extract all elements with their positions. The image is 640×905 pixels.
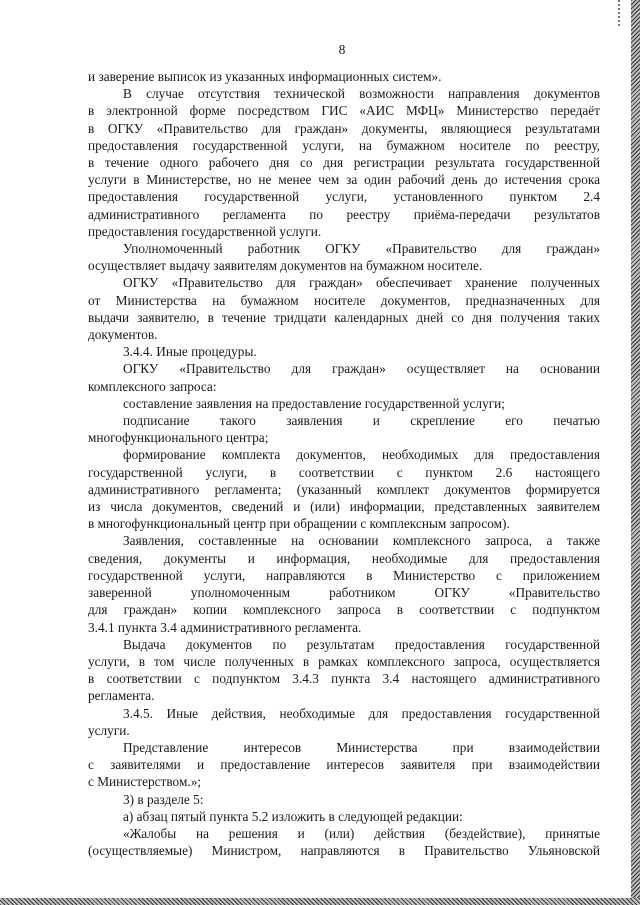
text-line: 3.4.4. Иные процедуры.	[123, 344, 257, 360]
text-line: В случае отсутствия технической возможности направления документов	[123, 86, 600, 102]
text-line: для граждан» копии комплексного запроса в соответствии с подпунктом	[88, 602, 600, 618]
text-line: 3.4.5. Иные действия, необходимые для предоставления государственной	[123, 705, 600, 721]
text-line: услуги, в том числе полученных в рамках комплексного запроса, осуществляется	[88, 653, 600, 669]
text-line: от Министерства на бумажном носителе документов, предназначенных для	[88, 292, 600, 308]
text-line: предоставления государственной услуги, установленного пунктом 2.4	[88, 189, 600, 205]
text-line: (осуществляемые) Министром, направляются в Правительство Ульяновской	[88, 843, 600, 859]
text-line: административного регламента; (указанный комплект документов формируется	[88, 481, 600, 497]
text-line: Уполномоченный работник ОГКУ «Правительство для граждан»	[123, 241, 600, 257]
text-line: Представление интересов Министерства при взаимодействии	[123, 739, 600, 755]
text-line: в соответствии с подпунктом 3.4.3 пункта 3.4 настоящего административного	[88, 671, 600, 687]
text-line: Заявления, составленные на основании комплексного запроса, а также	[123, 533, 600, 549]
text-line: 3) в разделе 5:	[123, 791, 204, 807]
scan-edge-bottom	[0, 898, 640, 905]
text-line: формирование комплекта документов, необходимых для предоставления	[123, 447, 600, 463]
page-number: 8	[338, 42, 346, 57]
text-line: в электронной форме посредством ГИС «АИС МФЦ» Министерство передаёт	[88, 103, 600, 119]
text-line: заверенной уполномоченным работником ОГКУ «Правительство	[88, 585, 600, 601]
text-line: услуги.	[88, 722, 130, 738]
text-line: комплексного запроса:	[88, 378, 217, 394]
text-line: многофункционального центра;	[88, 430, 269, 446]
scan-corner-mark	[618, 0, 620, 28]
text-line: из числа документов, сведений и (или) информации, представленных заявителем	[88, 499, 600, 515]
text-line: а) абзац пятый пункта 5.2 изложить в следующей редакции:	[123, 808, 463, 824]
scan-edge-right	[631, 0, 640, 905]
text-line: государственной услуги, направляются в Министерство с приложением	[88, 567, 600, 583]
text-line: подписание такого заявления и скрепление его печатью	[123, 413, 600, 429]
text-line: услуги в Министерстве, но не менее чем за один рабочий день до истечения срока	[88, 172, 600, 188]
text-line: ОГКУ «Правительство для граждан» осуществляет на основании	[123, 361, 600, 377]
text-line: документов.	[88, 327, 158, 343]
text-line: и заверение выписок из указанных информационных систем».	[88, 69, 442, 84]
text-line: регламента.	[88, 688, 155, 704]
text-line: выдачи заявителю, в течение тридцати календарных дней со дня получения таких	[88, 309, 600, 325]
text-line: в многофункциональный центр при обращении с комплексным запросом).	[88, 516, 510, 532]
text-line: сведения, документы и информация, необходимые для предоставления	[88, 550, 600, 566]
text-line: предоставления государственной услуги, на бумажном носителе по реестру,	[88, 137, 600, 153]
text-line: административного регламента по реестру приёма-передачи результатов	[88, 206, 600, 222]
text-line: Выдача документов по результатам предоставления государственной	[123, 636, 600, 652]
text-line: составление заявления на предоставление государственной услуги;	[123, 395, 505, 411]
text-line: «Жалобы на решения и (или) действия (бездействие), принятые	[123, 825, 600, 841]
text-line: в ОГКУ «Правительство для граждан» документы, являющиеся результатами	[88, 120, 600, 136]
text-line: в течение одного рабочего дня со дня регистрации результата государственной	[88, 155, 600, 171]
text-line: предоставления государственной услуги.	[88, 223, 322, 239]
text-line: осуществляет выдачу заявителям документов на бумажном носителе.	[88, 258, 483, 274]
text-line: с Министерством.»;	[88, 774, 202, 790]
text-line: ОГКУ «Правительство для граждан» обеспечивает хранение полученных	[123, 275, 600, 291]
document-body	[88, 68, 600, 859]
text-line: с заявителями и предоставление интересов заявителя при взаимодействии	[88, 757, 600, 773]
text-line: государственной услуги, в соответствии с пунктом 2.6 настоящего	[88, 464, 600, 480]
text-line: 3.4.1 пункта 3.4 административного регламента.	[88, 619, 362, 635]
